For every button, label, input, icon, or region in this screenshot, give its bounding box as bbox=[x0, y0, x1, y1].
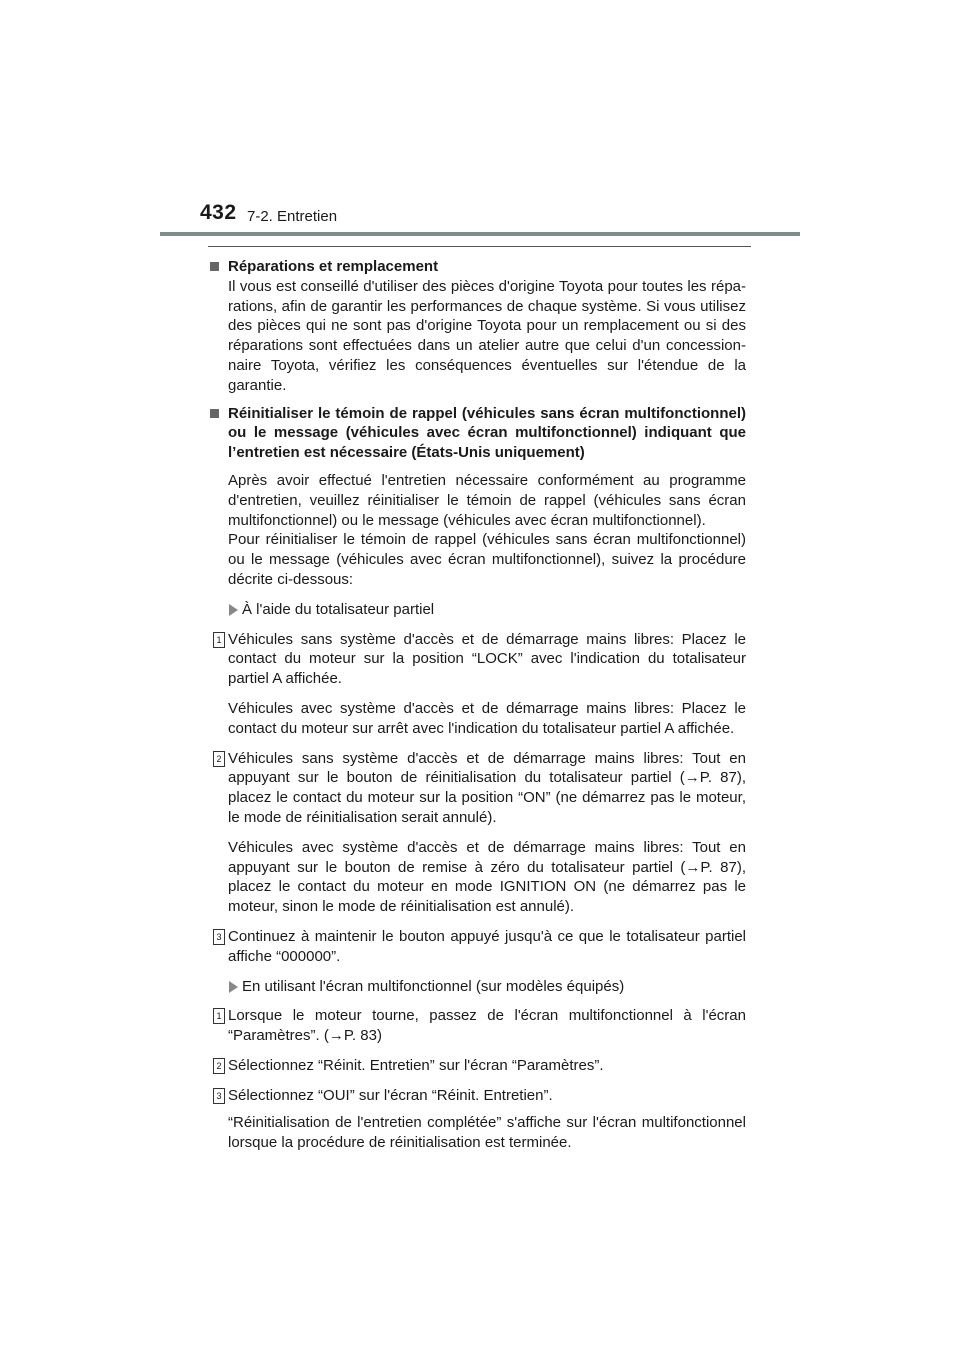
section-title-reset: Réinitialiser le témoin de rappel (véhicules sans écran multifonctionnel) ou le message (véhicules avec écran multifonctionnel) indiquant que l’entretien est nécessaire (États-Unis uniquement) bbox=[210, 404, 746, 463]
step-item: 3 Continuez à maintenir le bouton appuyé jusqu'à ce que le totalisateur partiel affiche “000000”. bbox=[210, 927, 746, 967]
step-item: 3 Sélectionnez “OUI” sur l'écran “Réinit. Entretien”. bbox=[210, 1086, 746, 1106]
reset-intro-2: Pour réinitialiser le témoin de rappel (véhicules sans écran multifonctionnel) ou le message (véhicules avec écran multifonctionnel), suivez la procédure décrite ci-dessous: bbox=[228, 531, 746, 588]
step-alt-text: Véhicules avec système d'accès et de démarrage mains libres: Tout en appuyant sur le bouton de remise à zéro du totalisateur partiel (→P. 87), placez le contact du moteur en mode IGNITION ON (ne démarrez pas le moteur, sinon le mode de réinitialisation est annulé). bbox=[228, 838, 746, 916]
step-number-badge: 3 bbox=[213, 1088, 225, 1104]
step-item: 1 Lorsque le moteur tourne, passez de l'écran multifonctionnel à l'écran “Paramètres”. (→P. 83) bbox=[210, 1006, 746, 1046]
step-number-badge: 1 bbox=[213, 1008, 225, 1024]
triangle-bullet-icon bbox=[229, 981, 238, 993]
square-bullet-icon bbox=[210, 262, 219, 271]
header-rule bbox=[160, 232, 800, 236]
step-number-badge: 2 bbox=[213, 751, 225, 767]
step-number-badge: 1 bbox=[213, 632, 225, 648]
section-rule bbox=[208, 246, 751, 247]
page-content bbox=[210, 255, 746, 1153]
step-alt-text: Véhicules avec système d'accès et de démarrage mains libres: Placez le contact du moteur sur arrêt avec l'indication du totalisateur partiel A affichée. bbox=[228, 699, 746, 737]
step-number-badge: 2 bbox=[213, 1058, 225, 1074]
square-bullet-icon bbox=[210, 409, 219, 418]
step-item: 2 Véhicules sans système d'accès et de démarrage mains libres: Tout en appuyant sur le bouton de réinitialisation du totalisateur partiel (→P. 87), placez le contact du moteur sur la position “ON” (ne démarrez pas le moteur, le mode de réinitialisation serait annulé). bbox=[210, 749, 746, 828]
step-item: 2 Sélectionnez “Réinit. Entretien” sur l'écran “Paramètres”. bbox=[210, 1056, 746, 1076]
section-title-repairs: Réparations et remplacement bbox=[210, 257, 746, 277]
step-number-badge: 3 bbox=[213, 929, 225, 945]
repairs-body: Il vous est conseillé d'utiliser des pièces d'origine Toyota pour toutes les réparations, afin de garantir les performances de chaque système. Si vous utilisez des pièces qui ne sont pas d'origine Toyota pour un remplacement ou si des réparations sont effectuées dans un atelier autre que celui d'un concessionnaire Toyota, vérifiez les conséquences éventuelles sur l'étendue de la garantie. bbox=[228, 277, 746, 394]
page-number: 432 bbox=[200, 201, 237, 224]
step-item: 1 Véhicules sans système d'accès et de démarrage mains libres: Placez le contact du moteur sur la position “LOCK” avec l'indication du totalisateur partiel A affichée. bbox=[210, 630, 746, 689]
method-display-heading: En utilisant l'écran multifonctionnel (sur modèles équipés) bbox=[210, 977, 746, 997]
reset-intro-1: Après avoir effectué l'entretien nécessaire conformément au programme d'entretien, veuillez réinitialiser le témoin de rappel (véhicules sans écran multifonctionnel) ou le message (véhicules avec écran multifonctionnel). bbox=[228, 471, 746, 529]
reset-conclusion: “Réinitialisation de l'entretien complétée” s'affiche sur l'écran multifonctionnel lorsque la procédure de réinitialisation est terminée. bbox=[228, 1114, 746, 1152]
chapter-title: 7-2. Entretien bbox=[247, 208, 338, 225]
triangle-bullet-icon bbox=[229, 604, 238, 616]
method-odometer-heading: À l'aide du totalisateur partiel bbox=[210, 600, 746, 620]
